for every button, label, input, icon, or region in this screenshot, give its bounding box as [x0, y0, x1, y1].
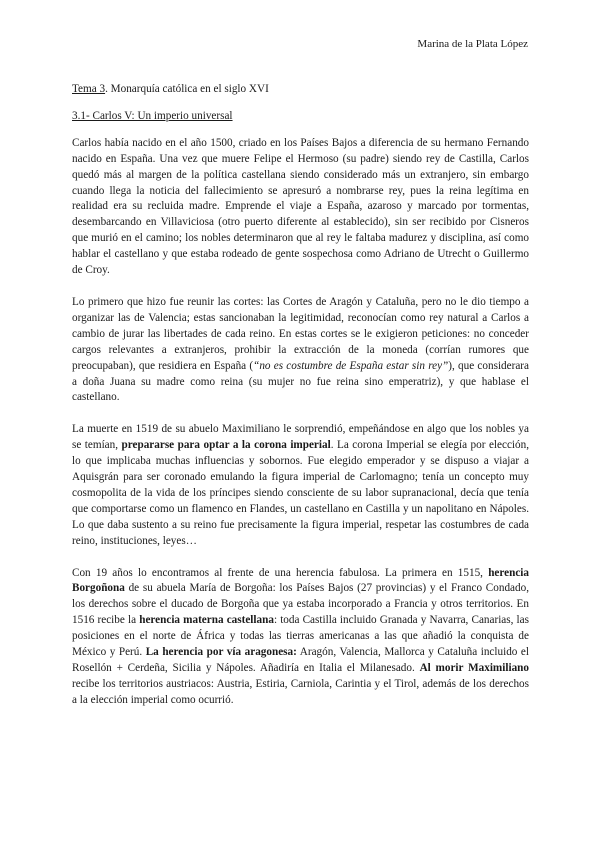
paragraph-3: La muerte en 1519 de su abuelo Maximiliano le sorprendió, empeñándose en algo que los nobles ya se temían, prepararse para optar a la corona imperial. La corona Imperial se elegía por elección, lo que implicaba muchas influencias y sobornos. Fue elegido emperador y se dispuso a viajar a Aquisgrán para ser coronado emulando la figura imperial de Carlomagno; tenía un concepto muy cosmopolita de la vida de los príncipes siendo consciente de su labor supranacional, decía que tenía que comportarse como un flamenco en Flandes, un castellano en Castilla y un napolitano en Nápoles. Lo que daba sustento a su reino fue precisamente la figura imperial, respetar las costumbres de cada reino, instituciones, leyes… — [72, 423, 530, 547]
author-header: Marina de la Plata López — [417, 38, 528, 50]
paragraph-1: Carlos había nacido en el año 1500, criado en los Países Bajos a diferencia de su hermano Fernando nacido en España. Una vez que muere Felipe el Hermoso (su padre) siendo rey de Castilla, Carlos quedó más al margen de la política castellana siendo considerado más un extranjero, sin embargo cuando llega la noticia del fallecimiento se apresuró a nombrarse rey, pues la reina legítima en realidad era su recluida madre. Emprende el viaje a España, azaroso y marcado por tormentas, desembarcando en Villaviciosa (otro puerto diferente al establecido), sin ser recibido por Cisneros que murió en el camino; los nobles determinaron que al rey le faltaba madurez y disciplina, así como hablar el castellano y que estaba rodeado de gente sospechosa como Adriano de Utrecht o Guillermo de Croy. — [72, 136, 529, 277]
paragraph-2: Lo primero que hizo fue reunir las cortes: las Cortes de Aragón y Cataluña, pero no le dio tiempo a organizar las de Valencia; estas sancionaban la legitimidad, reconocían como rey natural a Carlos a cambio de jurar las libertades de cada reino. En estas cortes se le exigieron peticiones: no conceder cargos relevantes a extranjeros, prohibir la extracción de la moneda (corrían rumores que preocupaban), que residiera en España (“no es costumbre de España estar sin rey”), que considerara a doña Juana su madre como reina (su mujer no fue reina sino emperatriz), y que hablase el castellano. — [72, 295, 529, 404]
paragraph-4: Con 19 años lo encontramos al frente de una herencia fabulosa. La primera en 1515, herencia Borgoñona de su abuela María de Borgoña: los Países Bajos (27 provincias) y el Franco Condado, los derechos sobre el ducado de Borgoña que ya estaba incorporado a Francia y otros territorios. En 1516 recibe la herencia materna castellana: toda Castilla incluido Granada y Navarra, Canarias, las posiciones en el norte de África y todas las tierras americanas a las que añadió la conquista de México y Perú. La herencia por vía aragonesa: Aragón, Valencia, Mallorca y Cataluña incluido el Rosellón + Cerdeña, Sicilia y Nápoles. Añadiría en Italia el Milanesado. Al morir Maximiliano recibe los territorios austriacos: Austria, Estiria, Carniola, Carintia y el Tirol, además de los derechos a la elección imperial como ocurrió. — [72, 566, 530, 706]
topic-heading — [72, 82, 529, 98]
quote-text: “no es costumbre de España estar sin rey” — [253, 359, 449, 372]
section-title: 3.1- Carlos V: Un imperio universal — [72, 109, 233, 122]
bold-phrase: La herencia por vía aragonesa: — [145, 646, 297, 659]
document-body — [72, 82, 529, 725]
bold-phrase: herencia materna castellana — [139, 614, 274, 627]
bold-phrase: herencia Borgoñona — [72, 566, 529, 595]
bold-phrase: Al morir Maximiliano — [419, 662, 529, 674]
bold-phrase: prepararse para optar a la corona imperial — [121, 439, 331, 452]
topic-label: Tema 3 — [72, 83, 106, 95]
topic-title: . Monarquía católica en el siglo XVI — [105, 83, 269, 95]
